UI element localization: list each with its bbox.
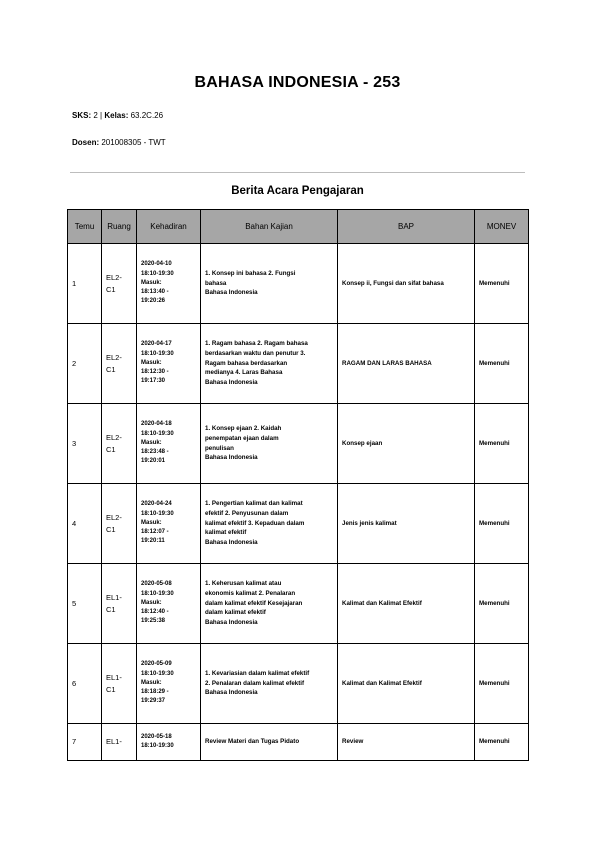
cell-ruang-line: EL2- bbox=[106, 432, 122, 442]
cell-kehadiran-line: 18:18:29 - bbox=[141, 689, 169, 696]
cell-bahan-kajian-line: dalam kalimat efektif Kesejajaran bbox=[205, 599, 303, 607]
cell-bahan-kajian-line: Review Materi dan Tugas Pidato bbox=[205, 738, 300, 746]
cell-bahan-kajian-line: Bahasa Indonesia bbox=[205, 618, 258, 626]
cell-bahan-kajian bbox=[201, 404, 338, 484]
cell-kehadiran-line: 19:17:30 bbox=[141, 378, 166, 385]
cell-bahan-kajian-line: efektif 2. Penyusunan dalam bbox=[205, 510, 289, 518]
cell-ruang bbox=[102, 404, 137, 484]
cell-kehadiran-line: 19:29:37 bbox=[141, 698, 166, 705]
cell-bahan-kajian bbox=[201, 244, 338, 324]
cell-kehadiran-line: Masuk: bbox=[141, 359, 162, 366]
cell-bahan-kajian-line: kalimat efektif 3. Kepaduan dalam bbox=[205, 519, 305, 527]
cell-bap: Konsep ejaan bbox=[338, 404, 475, 484]
column-header-bap: BAP bbox=[338, 210, 475, 244]
cell-kehadiran bbox=[137, 644, 201, 724]
cell-kehadiran bbox=[137, 324, 201, 404]
cell-bap: RAGAM DAN LARAS BAHASA bbox=[338, 324, 475, 404]
cell-kehadiran-line: 19:20:01 bbox=[141, 458, 166, 465]
cell-bahan-kajian bbox=[201, 644, 338, 724]
dosen-value: 201008305 - TWT bbox=[101, 138, 166, 147]
cell-bahan-kajian bbox=[201, 564, 338, 644]
cell-bahan-kajian-line: 1. Konsep ini bahasa 2. Fungsi bbox=[205, 270, 296, 278]
cell-kehadiran-line: 18:10-19:30 bbox=[141, 670, 174, 677]
cell-kehadiran bbox=[137, 244, 201, 324]
cell-bahan-kajian-line: 1. Keherusan kalimat atau bbox=[205, 580, 282, 588]
cell-kehadiran-line: 2020-04-24 bbox=[141, 501, 172, 508]
cell-bahan-kajian-line: kalimat efektif bbox=[205, 529, 247, 537]
cell-bahan-kajian-line: 2. Penalaran dalam kalimat efektif bbox=[205, 679, 305, 687]
cell-kehadiran-line: 19:20:11 bbox=[141, 538, 165, 545]
table-row bbox=[68, 244, 529, 324]
cell-bahan-kajian-line: Bahasa Indonesia bbox=[205, 689, 258, 697]
section-title: Berita Acara Pengajaran bbox=[231, 185, 364, 197]
cell-kehadiran bbox=[137, 564, 201, 644]
cell-bahan-kajian-line: medianya 4. Laras Bahasa bbox=[205, 369, 283, 377]
cell-temu: 7 bbox=[68, 724, 102, 761]
cell-kehadiran bbox=[137, 404, 201, 484]
cell-ruang-line: EL1- bbox=[106, 592, 122, 602]
sks-label: SKS: bbox=[72, 111, 92, 120]
cell-temu: 4 bbox=[68, 484, 102, 564]
cell-kehadiran-line: 2020-04-18 bbox=[141, 421, 172, 428]
cell-ruang-line: C1 bbox=[106, 284, 116, 294]
cell-kehadiran-line: Masuk: bbox=[141, 519, 162, 526]
cell-ruang-line: EL2- bbox=[106, 272, 122, 282]
cell-temu: 1 bbox=[68, 244, 102, 324]
table-row bbox=[68, 484, 529, 564]
kelas-value: 63.2C.26 bbox=[130, 111, 164, 120]
cell-kehadiran-line: Masuk: bbox=[141, 279, 162, 286]
cell-kehadiran-line: 2020-04-17 bbox=[141, 341, 172, 348]
cell-bahan-kajian-line: penulisan bbox=[205, 444, 234, 452]
cell-kehadiran-line: 18:12:30 - bbox=[141, 369, 169, 376]
cell-bahan-kajian bbox=[201, 324, 338, 404]
cell-kehadiran-line: 19:25:38 bbox=[141, 618, 166, 625]
cell-bahan-kajian-line: ekonomis kalimat 2. Penalaran bbox=[205, 590, 296, 598]
divider bbox=[70, 172, 525, 173]
table-row bbox=[68, 564, 529, 644]
cell-kehadiran-line: 18:12:07 - bbox=[141, 529, 169, 536]
cell-bap: Konsep ii, Fungsi dan sifat bahasa bbox=[338, 244, 475, 324]
cell-kehadiran-line: 18:13:40 - bbox=[141, 289, 169, 296]
cell-bahan-kajian bbox=[201, 484, 338, 564]
cell-bahan-kajian-line: penempatan ejaan dalam bbox=[205, 434, 279, 442]
dosen-label: Dosen: bbox=[72, 138, 100, 147]
cell-monev: Memenuhi bbox=[475, 244, 529, 324]
separator: | bbox=[100, 111, 103, 120]
cell-kehadiran-line: 2020-05-08 bbox=[141, 581, 172, 588]
column-header-monev: MONEV bbox=[475, 210, 529, 244]
cell-ruang-line: EL1- bbox=[106, 737, 122, 747]
table-header-row bbox=[68, 210, 529, 244]
cell-bahan-kajian-line: 1. Konsep ejaan 2. Kaidah bbox=[205, 425, 282, 433]
page-title: BAHASA INDONESIA - 253 bbox=[194, 74, 401, 91]
cell-bahan-kajian-line: 1. Pengertian kalimat dan kalimat bbox=[205, 500, 303, 508]
cell-bap: Kalimat dan Kalimat Efektif bbox=[338, 564, 475, 644]
cell-monev: Memenuhi bbox=[475, 404, 529, 484]
cell-kehadiran-line: 2020-04-10 bbox=[141, 261, 172, 268]
cell-kehadiran-line: Masuk: bbox=[141, 439, 162, 446]
cell-kehadiran-line: 18:10-19:30 bbox=[141, 350, 174, 357]
cell-kehadiran-line: 18:23:48 - bbox=[141, 449, 169, 456]
cell-bahan-kajian-line: dalam kalimat efektif bbox=[205, 609, 266, 617]
cell-monev: Memenuhi bbox=[475, 564, 529, 644]
cell-temu: 6 bbox=[68, 644, 102, 724]
cell-bap: Kalimat dan Kalimat Efektif bbox=[338, 644, 475, 724]
cell-kehadiran-line: Masuk: bbox=[141, 599, 162, 606]
cell-bap: Jenis jenis kalimat bbox=[338, 484, 475, 564]
cell-ruang bbox=[102, 724, 137, 761]
cell-ruang bbox=[102, 644, 137, 724]
cell-monev: Memenuhi bbox=[475, 644, 529, 724]
cell-kehadiran-line: 19:20:26 bbox=[141, 298, 166, 305]
cell-bahan-kajian-line: berdasarkan waktu dan penutur 3. bbox=[205, 350, 306, 358]
lecturer-info bbox=[72, 138, 166, 147]
cell-ruang bbox=[102, 484, 137, 564]
cell-bap: Review bbox=[338, 724, 475, 761]
sks-value: 2 bbox=[93, 111, 98, 120]
cell-ruang-line: C1 bbox=[106, 364, 116, 374]
cell-ruang-line: C1 bbox=[106, 524, 116, 534]
cell-ruang-line: C1 bbox=[106, 444, 116, 454]
cell-temu: 5 bbox=[68, 564, 102, 644]
cell-bahan-kajian-line: Bahasa Indonesia bbox=[205, 378, 258, 386]
cell-ruang bbox=[102, 324, 137, 404]
cell-kehadiran-line: 18:10-19:30 bbox=[141, 430, 174, 437]
table-row bbox=[68, 724, 529, 761]
cell-temu: 3 bbox=[68, 404, 102, 484]
cell-kehadiran-line: 2020-05-18 bbox=[141, 733, 172, 740]
cell-kehadiran bbox=[137, 484, 201, 564]
table-row bbox=[68, 324, 529, 404]
cell-bahan-kajian-line: Bahasa Indonesia bbox=[205, 289, 258, 297]
cell-kehadiran-line: 18:10-19:30 bbox=[141, 270, 174, 277]
cell-kehadiran bbox=[137, 724, 201, 761]
column-header-kehadiran: Kehadiran bbox=[137, 210, 201, 244]
cell-bahan-kajian-line: 1. Kevariasian dalam kalimat efektif bbox=[205, 670, 310, 678]
table-row bbox=[68, 644, 529, 724]
cell-kehadiran-line: 18:10-19:30 bbox=[141, 590, 174, 597]
cell-kehadiran-line: 2020-05-09 bbox=[141, 661, 172, 668]
table-row bbox=[68, 404, 529, 484]
cell-kehadiran-line: Masuk: bbox=[141, 679, 162, 686]
cell-bahan-kajian-line: Ragam bahasa berdasarkan bbox=[205, 359, 288, 367]
cell-bahan-kajian bbox=[201, 724, 338, 761]
cell-ruang-line: EL2- bbox=[106, 512, 122, 522]
cell-monev: Memenuhi bbox=[475, 324, 529, 404]
column-header-ruang: Ruang bbox=[102, 210, 137, 244]
cell-ruang-line: EL2- bbox=[106, 352, 122, 362]
cell-ruang-line: C1 bbox=[106, 604, 116, 614]
cell-bahan-kajian-line: Bahasa Indonesia bbox=[205, 538, 258, 546]
cell-monev: Memenuhi bbox=[475, 724, 529, 761]
cell-ruang bbox=[102, 244, 137, 324]
cell-ruang-line: EL1- bbox=[106, 672, 122, 682]
cell-bahan-kajian-line: 1. Ragam bahasa 2. Ragam bahasa bbox=[205, 340, 308, 348]
cell-bahan-kajian-line: Bahasa Indonesia bbox=[205, 454, 258, 462]
column-header-bahan-kajian: Bahan Kajian bbox=[201, 210, 338, 244]
teaching-report-table bbox=[67, 209, 529, 761]
cell-monev: Memenuhi bbox=[475, 484, 529, 564]
cell-bahan-kajian-line: bahasa bbox=[205, 279, 227, 287]
cell-ruang bbox=[102, 564, 137, 644]
course-info bbox=[72, 111, 163, 120]
cell-kehadiran-line: 18:12:40 - bbox=[141, 609, 169, 616]
column-header-temu: Temu bbox=[68, 210, 102, 244]
cell-ruang-line: C1 bbox=[106, 684, 116, 694]
kelas-label: Kelas: bbox=[104, 111, 129, 120]
cell-kehadiran-line: 18:10-19:30 bbox=[141, 510, 174, 517]
cell-temu: 2 bbox=[68, 324, 102, 404]
cell-kehadiran-line: 18:10-19:30 bbox=[141, 743, 174, 749]
